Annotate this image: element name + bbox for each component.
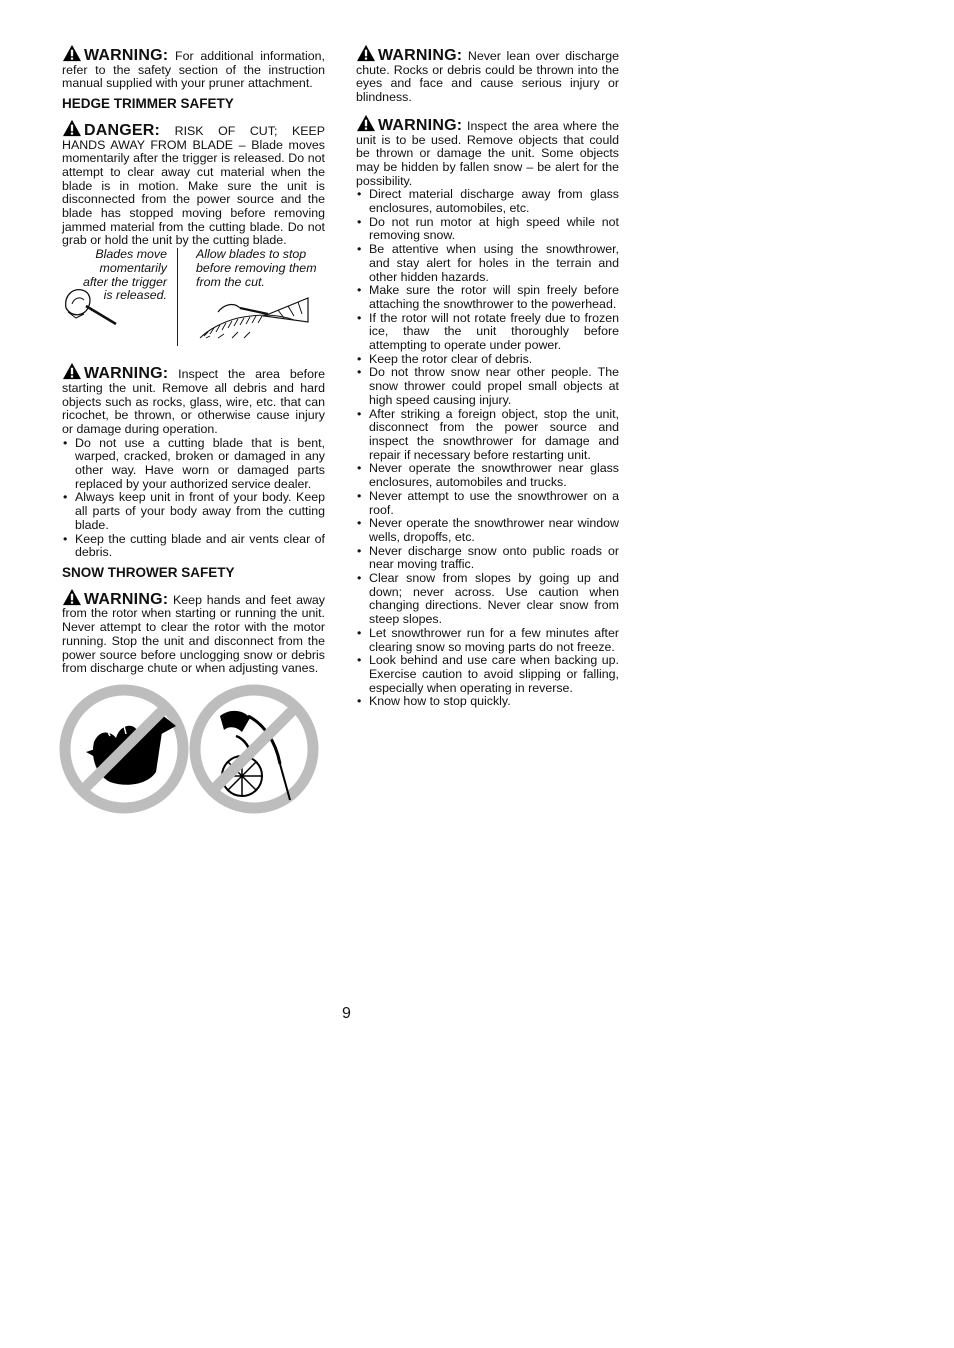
left-column <box>62 44 325 682</box>
warning-triangle-icon <box>62 44 82 62</box>
warning-inspect-snow-area <box>356 114 619 189</box>
list-item: • Clear snow from slopes by going up and down; never across. Use caution when changing directions. Never clear snow from steep slopes. <box>356 572 619 627</box>
hedge-trimmer-safety-heading: HEDGE TRIMMER SAFETY <box>62 96 234 112</box>
list-item: • Let snowthrower run for a few minutes after clearing snow so moving parts do not freeze. <box>356 627 619 654</box>
hedge-trimmer-hand-illustration <box>62 278 118 328</box>
warning-text: Inspect the area where the unit is to be used. Remove objects that could be thrown or damage the unit. Some objects may be hidden by fallen snow – be alert for the possibility. <box>356 118 619 188</box>
warning-keep-hands-feet-away <box>62 588 325 676</box>
signal-word: WARNING: <box>84 47 169 64</box>
list-item: • After striking a foreign object, stop the unit, disconnect from the power source and inspect the snowthrower for damage and repair if necessary before restarting unit. <box>356 408 619 463</box>
caption-blades-move <box>62 248 177 346</box>
list-item: • Do not run motor at high speed while not removing snow. <box>356 216 619 243</box>
list-item: • Keep the cutting blade and air vents clear of debris. <box>62 533 325 560</box>
signal-word: WARNING: <box>84 365 169 383</box>
warning-triangle-icon <box>356 114 376 132</box>
list-item: • Never attempt to use the snowthrower on a roof. <box>356 490 619 517</box>
page-number: 9 <box>342 1005 351 1022</box>
list-item: • If the rotor will not rotate freely due to frozen ice, thaw the unit thoroughly before attempting to operate under power. <box>356 312 619 353</box>
snow-bullet-list <box>356 188 619 709</box>
hedge-bullet-list <box>62 437 325 560</box>
signal-word: WARNING: <box>84 590 169 608</box>
warning-triangle-icon <box>356 44 376 62</box>
list-item: • Always keep unit in front of your body. Keep all parts of your body away from the cutting blade. <box>62 491 325 532</box>
list-item: • Keep the rotor clear of debris. <box>356 353 619 367</box>
list-item: • Never operate the snowthrower near window wells, dropoffs, etc. <box>356 517 619 544</box>
warning-additional-info <box>62 44 325 91</box>
caption-allow-blades-stop <box>177 248 325 346</box>
list-item: • Be attentive when using the snowthrower, and stay alert for holes in the terrain and other hidden hazards. <box>356 243 619 284</box>
hedge-trimmer-illustrations <box>62 248 325 346</box>
warning-text: For additional information, refer to the safety section of the instruction manual supplied with your pruner attachment. <box>62 49 325 91</box>
warning-text: Inspect the area before starting the unit. Remove all debris and hard objects such as rocks, glass, wire, etc. that can ricochet, be thrown, or otherwise cause injury or damage during operation. <box>62 367 325 436</box>
warning-text: Keep hands and feet away from the rotor when starting or running the unit. Never attempt to clear the rotor with the motor running. Stop the unit and disconnect from the power source before unclogging snow or debris from discharge chute or when adjusting vanes. <box>62 592 326 676</box>
list-item: • Do not throw snow near other people. The snow thrower could propel small objects at high speed causing injury. <box>356 366 619 407</box>
danger-cut-hazard <box>62 119 325 248</box>
warning-discharge-chute <box>356 44 619 105</box>
list-item: • Do not use a cutting blade that is bent, warped, cracked, broken or damaged in any other way. Have worn or damaged parts replaced by your authorized service dealer. <box>62 437 325 492</box>
snow-thrower-safety-heading: SNOW THROWER SAFETY <box>62 564 235 580</box>
caption-text: Allow blades to stop before removing them from the cut. <box>196 247 317 289</box>
warning-text: Never lean over discharge chute. Rocks or debris could be thrown into the eyes and face and cause serious injury or blindness. <box>356 49 619 105</box>
list-item: • Direct material discharge away from glass enclosures, automobiles, etc. <box>356 188 619 215</box>
warning-triangle-icon <box>62 362 82 380</box>
danger-text: RISK OF CUT; KEEP HANDS AWAY FROM BLADE – Blade moves momentarily after the trigger is released. Do not attempt to clear away cut material when the blade is in motion. Make sure the unit is disconnected from the power source and the blade has stopped moving before removing jammed material from the cutting blade. Do not grab or hold the unit by the cutting blade. <box>62 123 326 248</box>
list-item: • Never discharge snow onto public roads or near moving traffic. <box>356 545 619 572</box>
signal-word: WARNING: <box>378 47 463 64</box>
danger-triangle-icon <box>62 119 82 137</box>
signal-word: WARNING: <box>378 116 463 134</box>
caption-text: Blades move momentarily after the trigger is released. <box>82 247 167 303</box>
no-reaching-rotor-prohibition-icon <box>195 690 313 808</box>
no-hands-prohibition-icon <box>65 690 183 808</box>
signal-word: DANGER: <box>84 121 161 139</box>
list-item: • Know how to stop quickly. <box>356 695 619 709</box>
blade-in-cut-illustration <box>198 292 310 342</box>
prohibition-illustrations <box>58 680 324 818</box>
right-column <box>356 44 619 709</box>
list-item: • Look behind and use care when backing up. Exercise caution to avoid slipping or falling, especially when operating in reverse. <box>356 654 619 695</box>
warning-triangle-icon <box>62 588 82 606</box>
list-item: • Never operate the snowthrower near glass enclosures, automobiles and trucks. <box>356 462 619 489</box>
list-item: • Make sure the rotor will spin freely before attaching the snowthrower to the powerhead. <box>356 284 619 311</box>
warning-inspect-area <box>62 362 325 437</box>
